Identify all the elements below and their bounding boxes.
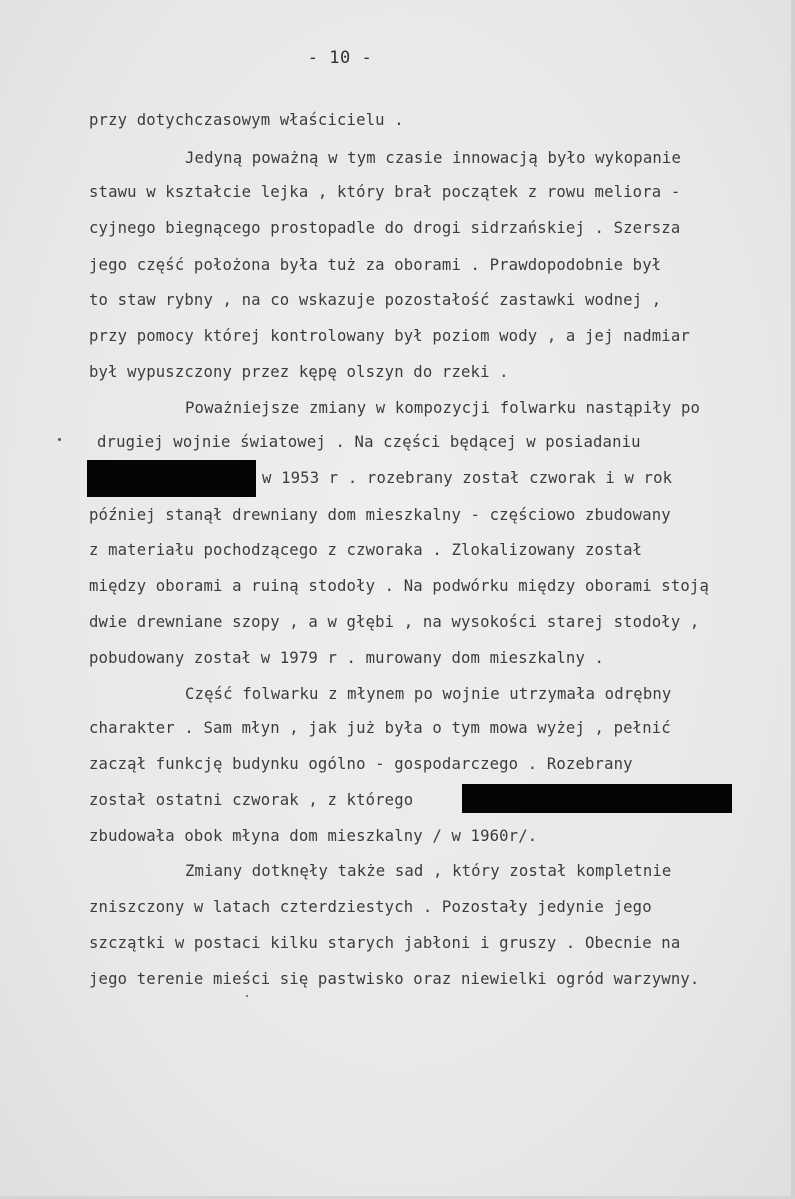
margin-speck xyxy=(58,438,61,441)
page-edge-right xyxy=(791,0,795,1199)
text-line-10: drugiej wojnie światowej . Na części będącej w posiadaniu xyxy=(97,433,641,451)
text-line-17: Część folwarku z młynem po wojnie utrzymała odrębny xyxy=(185,685,672,703)
text-line-20: został ostatni czworak , z którego xyxy=(89,791,414,809)
text-line-13: z materiału pochodzącego z czworaka . Zlokalizowany został xyxy=(89,541,643,559)
text-line-08: był wypuszczony przez kępę olszyn do rzeki . xyxy=(89,363,509,381)
text-line-24: szczątki w postaci kilku starych jabłoni i gruszy . Obecnie na xyxy=(89,934,681,952)
text-line-23: zniszczony w latach czterdziestych . Pozostały jedynie jego xyxy=(89,898,652,916)
redaction-block-2 xyxy=(462,784,732,813)
text-line-21: zbudowała obok młyna dom mieszkalny / w 1960r/. xyxy=(89,827,538,845)
text-line-09: Poważniejsze zmiany w kompozycji folwarku nastąpiły po xyxy=(185,399,701,417)
text-line-01: przy dotychczasowym właścicielu . xyxy=(89,111,404,129)
page-number: - 10 - xyxy=(307,48,373,68)
text-line-25: jego terenie mieści się pastwisko oraz niewielki ogród warzywny. xyxy=(89,970,700,988)
text-line-12: później stanął drewniany dom mieszkalny - częściowo zbudowany xyxy=(89,506,671,524)
text-line-05: jego część położona była tuż za oborami . Prawdopodobnie był xyxy=(89,256,662,274)
text-line-15: dwie drewniane szopy , a w głębi , na wysokości starej stodoły , xyxy=(89,613,700,631)
text-line-02: Jedyną poważną w tym czasie innowacją było wykopanie xyxy=(185,149,681,167)
text-line-18: charakter . Sam młyn , jak już była o tym mowa wyżej , pełnić xyxy=(89,719,671,737)
text-line-11: w 1953 r . rozebrany został czworak i w rok xyxy=(262,469,673,487)
text-line-14: między oborami a ruiną stodoły . Na podwórku między oborami stoją xyxy=(89,577,709,595)
text-line-03: stawu w kształcie lejka , który brał początek z rowu meliora - xyxy=(89,183,681,201)
text-line-19: zaczął funkcję budynku ogólno - gospodarczego . Rozebrany xyxy=(89,755,633,773)
text-line-22: Zmiany dotknęły także sad , który został kompletnie xyxy=(185,862,672,880)
text-line-04: cyjnego biegnącego prostopadle do drogi sidrzańskiej . Szersza xyxy=(89,219,681,237)
margin-speck xyxy=(246,995,248,997)
text-line-16: pobudowany został w 1979 r . murowany dom mieszkalny . xyxy=(89,649,605,667)
text-line-07: przy pomocy której kontrolowany był poziom wody , a jej nadmiar xyxy=(89,327,690,345)
text-line-06: to staw rybny , na co wskazuje pozostałość zastawki wodnej , xyxy=(89,291,662,309)
redaction-block-1 xyxy=(87,460,256,497)
